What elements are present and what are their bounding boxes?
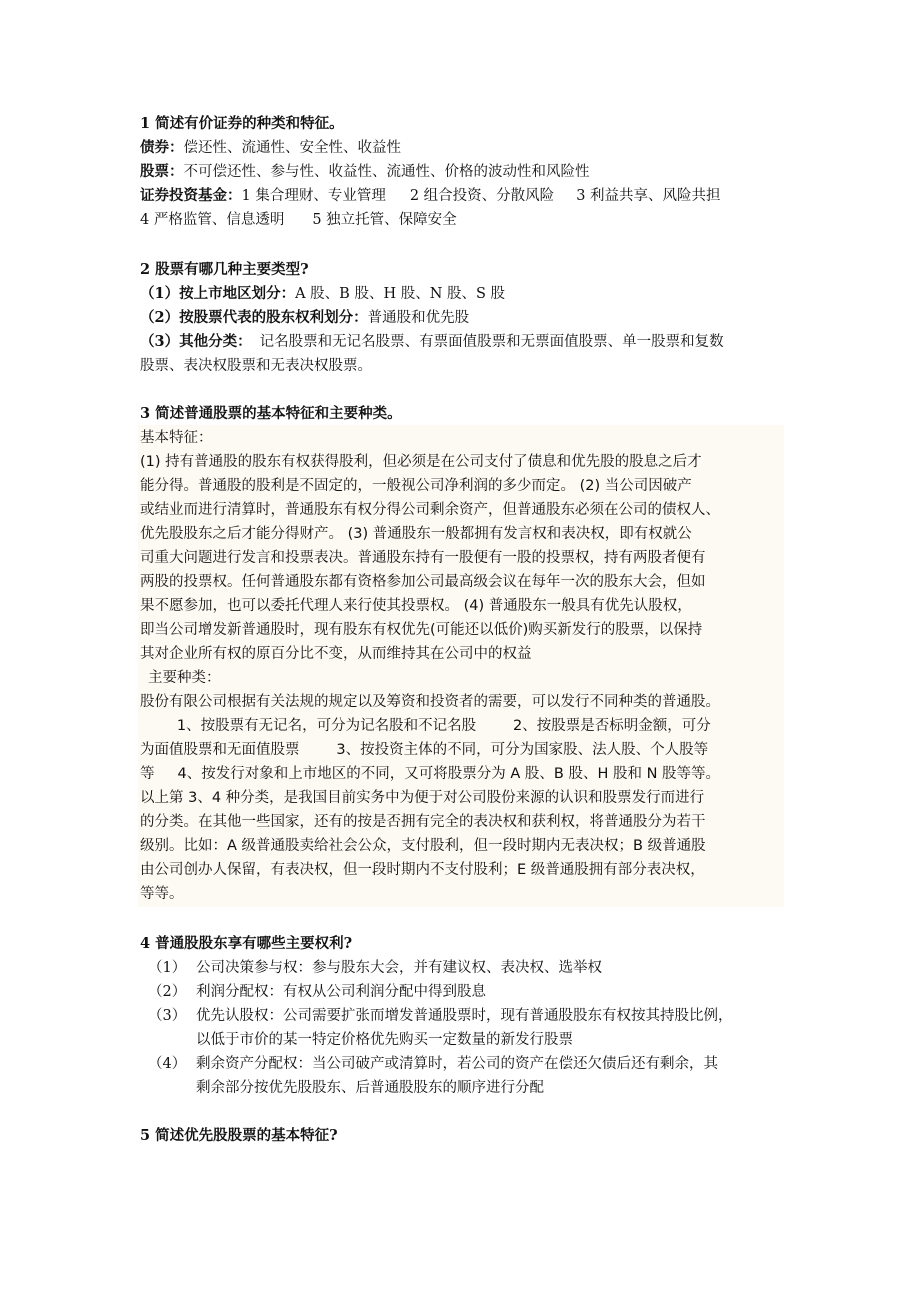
types-line: 等 4、按发行对象和上市地区的不同，又可将股票分为 A 股、B 股、H 股和 N 股等等。 [140, 766, 721, 782]
q1-fund-line [140, 184, 721, 208]
q1-bond-line [140, 136, 401, 160]
q2-title: 2 股票有哪几种主要类型? [140, 261, 309, 278]
features-line: 或结业而进行清算时，普通股东有权分得公司剩余资产，但普通股东必须在公司的债权人、 [140, 502, 720, 518]
q1-fund-line-2 [140, 208, 457, 232]
fund-item-2: 2 组合投资、分散风险 [409, 188, 555, 204]
stock-text: 不可偿还性、参与性、收益性、流通性、价格的波动性和风险性 [183, 164, 590, 180]
q2-class-3-cont: 股票、表决权股票和无表决权股票。 [140, 358, 372, 374]
fund-item-3: 3 利益共享、风险共担 [576, 188, 721, 204]
types-line: 级别。比如：A 级普通股卖给社会公众，支付股利，但一段时期内无表决权；B 级普通股 [140, 838, 706, 854]
class-1-label: （1）按上市地区划分： [140, 285, 296, 302]
types-line: 股份有限公司根据有关法规的规定以及筹资和投资者的需要，可以发行不同种类的普通股。 [140, 694, 720, 710]
right-1-num: （1） [148, 960, 187, 976]
features-line: 两股的投票权。任何普通股东都有资格参加公司最高级会议在每年一次的股东大会，但如 [140, 574, 706, 590]
features-heading: 基本特征： [140, 430, 213, 446]
right-3-num: （3） [148, 1008, 187, 1024]
fund-item-4: 4 严格监管、信息透明 [140, 212, 285, 228]
q3-title: 3 简述普通股票的基本特征和主要种类。 [140, 405, 402, 422]
features-line: 司重大问题进行发言和投票表决。普通股东持有一股便有一股的投票权，持有两股者便有 [140, 550, 706, 566]
features-line: 其对企业所有权的原百分比不变，从而维持其在公司中的权益 [140, 646, 532, 662]
types-heading: 主要种类： [148, 670, 221, 686]
q2-class-2 [140, 306, 469, 330]
right-1-text: 公司决策参与权：参与股东大会，并有建议权、表决权、选举权 [196, 960, 602, 976]
class-3-label: （3）其他分类： [140, 333, 252, 350]
right-3-text-cont: 以低于市价的某一特定价格优先购买一定数量的新发行股票 [196, 1032, 573, 1048]
fund-item-1: 1 集合理财、专业管理 [241, 188, 386, 204]
types-line: 等等。 [140, 886, 184, 902]
types-line: 以上第 3、4 种分类，是我国目前实务中为便于对公司股份来源的认识和股票发行而进行 [140, 790, 705, 806]
types-line: 1、按股票有无记名，可分为记名股和不记名股 2、按股票是否标明金额，可分 [140, 718, 711, 734]
fund-item-5: 5 独立托管、保障安全 [312, 212, 457, 228]
features-line: (1) 持有普通股的股东有权获得股利，但必须是在公司支付了债息和优先股的股息之后才 [140, 454, 702, 470]
right-3-text: 优先认股权：公司需要扩张而增发普通股票时，现有普通股股东有权按其持股比例， [196, 1008, 733, 1024]
q5-title: 5 简述优先股股票的基本特征? [140, 1127, 338, 1144]
bond-text: 偿还性、流通性、安全性、收益性 [183, 140, 401, 156]
right-4-num: （4） [148, 1056, 187, 1072]
types-line: 由公司创办人保留，有表决权，但一段时期内不支付股利；E 级普通股拥有部分表决权， [140, 862, 705, 878]
features-line: 果不愿参加，也可以委托代理人来行使其投票权。 (4) 普通股东一般具有优先认股权， [140, 598, 692, 614]
q1-title: 1 简述有价证券的种类和特征。 [140, 115, 344, 132]
right-4-text: 剩余资产分配权：当公司破产或清算时，若公司的资产在偿还欠债后还有剩余，其 [196, 1056, 718, 1072]
right-4-text-cont: 剩余部分按优先股股东、后普通股股东的顺序进行分配 [196, 1080, 544, 1096]
right-2-num: （2） [148, 984, 187, 1000]
stock-label: 股票： [140, 163, 184, 180]
bond-label: 债券： [140, 139, 184, 156]
right-2-text: 利润分配权：有权从公司利润分配中得到股息 [196, 984, 486, 1000]
features-line: 优先股股东之后才能分得财产。 (3) 普通股东一般都拥有发言权和表决权，即有权就公 [140, 526, 692, 542]
q2-class-1 [140, 282, 505, 306]
q2-class-3 [140, 330, 724, 354]
class-2-label: （2）按股票代表的股东权利划分： [140, 309, 368, 326]
features-line: 能分得。普通股的股利是不固定的，一般视公司净利润的多少而定。 (2) 当公司因破产 [140, 478, 692, 494]
class-3-text-1: 记名股票和无记名股票、有票面值股票和无票面值股票、单一股票和复数 [259, 334, 724, 350]
class-2-text: 普通股和优先股 [367, 310, 470, 326]
types-line: 为面值股票和无面值股票 3、按投资主体的不同，可分为国家股、法人股、个人股等 [140, 742, 709, 758]
types-line: 的分类。在其他一些国家，还有的按是否拥有完全的表决权和获利权，将普通股分为若干 [140, 814, 706, 830]
q4-title: 4 普通股股东享有哪些主要权利? [140, 935, 353, 952]
class-1-text: A 股、B 股、H 股、N 股、S 股 [295, 286, 506, 302]
q1-stock-line [140, 160, 590, 184]
features-line: 即当公司增发新普通股时，现有股东有权优先(可能还以低价)购买新发行的股票，以保持 [140, 622, 703, 638]
fund-label: 证券投资基金： [140, 187, 242, 204]
